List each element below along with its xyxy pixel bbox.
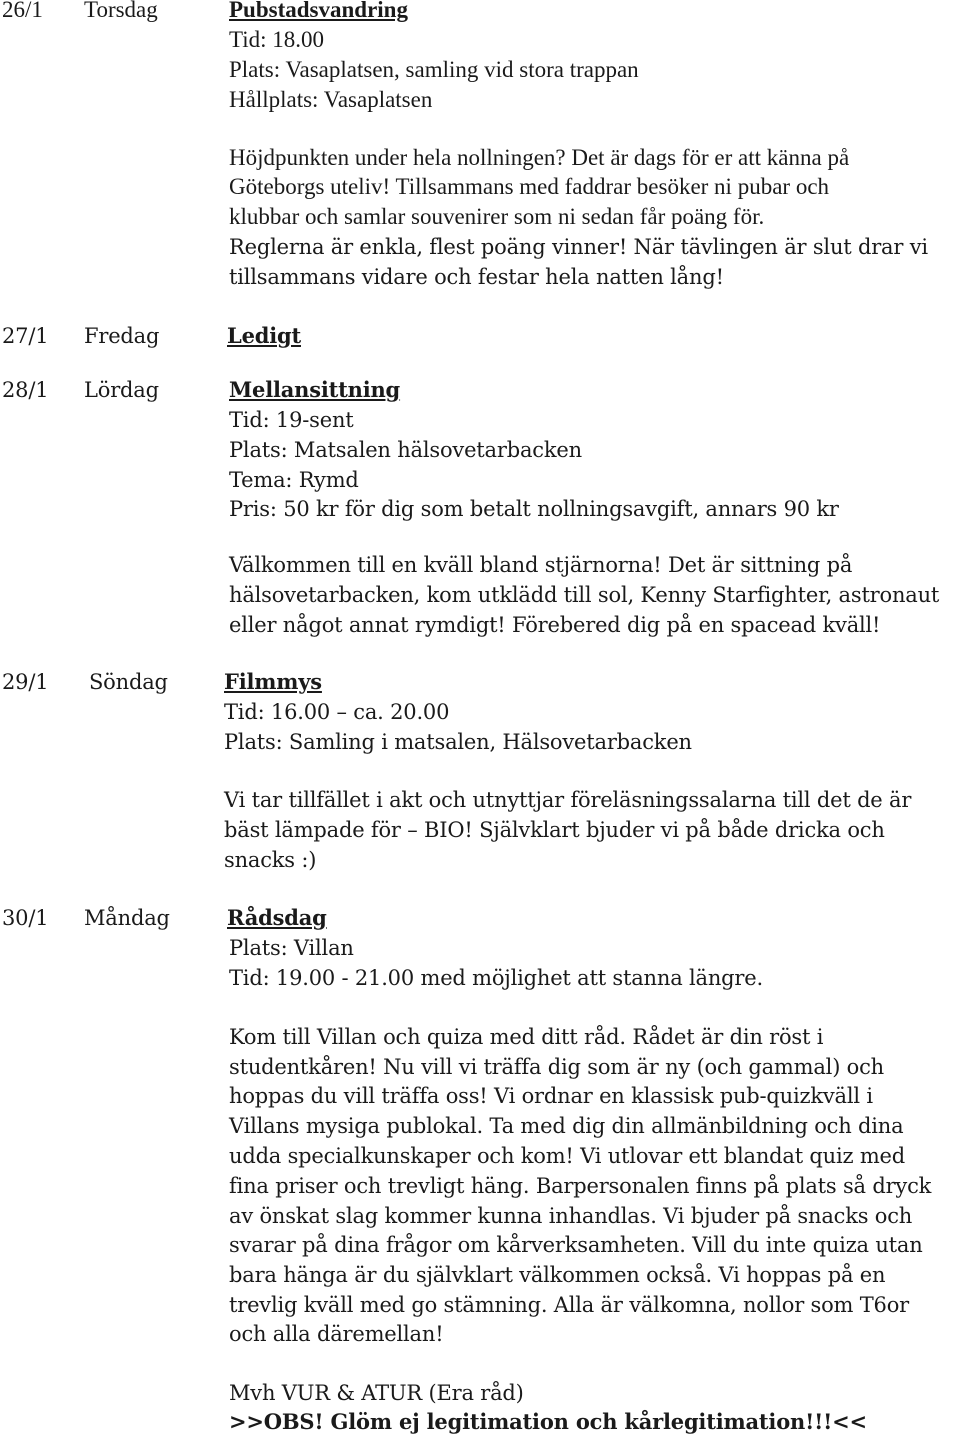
event-date: 29/1 [2,670,49,694]
event-description-line: tillsammans vidare och festar hela natten lång! [229,265,724,289]
event-description-line: studentkåren! Nu vill vi träffa dig som är ny (och gammal) och [229,1055,884,1079]
event-description-line: trevlig kväll med go stämning. Alla är välkomna, nollor som T6or [229,1293,909,1317]
event-description-line: hälsovetarbacken, kom utklädd till sol, Kenny Starfighter, astronaut [229,583,940,607]
event-description-line: eller något annat rymdigt! Förebered dig på en spacead kväll! [229,613,881,637]
event-title: Mellansittning [229,377,401,402]
event-description-line: udda specialkunskaper och kom! Vi utlovar ett blandat quiz med [229,1144,906,1168]
event-title: Filmmys [224,669,322,694]
event-description-line: Vi tar tillfället i akt och utnyttjar föreläsningssalarna till det de är [224,788,912,812]
event-date: 26/1 [2,0,43,22]
event-detail: Tid: 18.00 [229,27,325,52]
event-description-line: klubbar och samlar souvenirer som ni sedan får poäng för. [229,204,765,229]
event-detail: Hållplats: Vasaplatsen [229,87,433,112]
event-description-line: av önskat slag kommer kunna inhandlas. Vi bjuder på snacks och [229,1204,913,1228]
event-description-line: bäst lämpade för – BIO! Självklart bjuder vi på både dricka och [224,818,885,842]
event-date: 28/1 [2,378,49,402]
event-description-line: svarar på dina frågor om kårverksamheten. Vill du inte quiza utan [229,1233,923,1257]
event-day: Söndag [89,670,168,694]
event-description-line: och alla däremellan! [229,1322,444,1346]
event-description-line: hoppas du vill träffa oss! Vi ordnar en klassisk pub-quizkväll i [229,1084,873,1108]
event-description-line: Välkommen till en kväll bland stjärnorna! Det är sittning på [229,553,853,577]
event-day: Lördag [84,378,159,402]
event-detail: Pris: 50 kr för dig som betalt nollningsavgift, annars 90 kr [229,497,839,521]
event-description-line: Reglerna är enkla, flest poäng vinner! När tävlingen är slut drar vi [229,235,928,259]
event-detail: Tid: 19-sent [229,408,354,432]
event-title: Pubstadsvandring [229,0,408,22]
signature: Mvh VUR & ATUR (Era råd) [229,1381,524,1405]
event-description-line: Höjdpunkten under hela nollningen? Det är dags för er att känna på [229,145,850,170]
event-date: 30/1 [2,906,49,930]
event-day: Måndag [84,906,170,930]
notice: >>OBS! Glöm ej legitimation och kårlegitimation!!!<< [229,1409,867,1434]
event-detail: Plats: Villan [229,936,354,960]
event-description-line: bara hänga är du självklart välkommen också. Vi hoppas på en [229,1263,886,1287]
event-description-line: Kom till Villan och quiza med ditt råd. Rådet är din röst i [229,1025,824,1049]
event-detail: Plats: Samling i matsalen, Hälsovetarbacken [224,730,692,754]
event-day: Torsdag [84,0,158,22]
event-day: Fredag [84,324,160,348]
event-title: Rådsdag [227,905,327,930]
event-detail: Plats: Vasaplatsen, samling vid stora trappan [229,57,639,82]
event-description-line: Villans mysiga publokal. Ta med dig din allmänbildning och dina [229,1114,904,1138]
event-detail: Plats: Matsalen hälsovetarbacken [229,438,582,462]
event-title: Ledigt [227,323,301,348]
event-detail: Tid: 19.00 - 21.00 med möjlighet att stanna längre. [229,966,763,990]
event-date: 27/1 [2,324,49,348]
event-description-line: fina priser och trevligt häng. Barpersonalen finns på plats så dryck [229,1174,932,1198]
event-description-line: snacks :) [224,848,317,872]
event-description-line: Göteborgs uteliv! Tillsammans med faddrar besöker ni pubar och [229,174,830,199]
event-detail: Tema: Rymd [229,468,359,492]
event-detail: Tid: 16.00 – ca. 20.00 [224,700,450,724]
